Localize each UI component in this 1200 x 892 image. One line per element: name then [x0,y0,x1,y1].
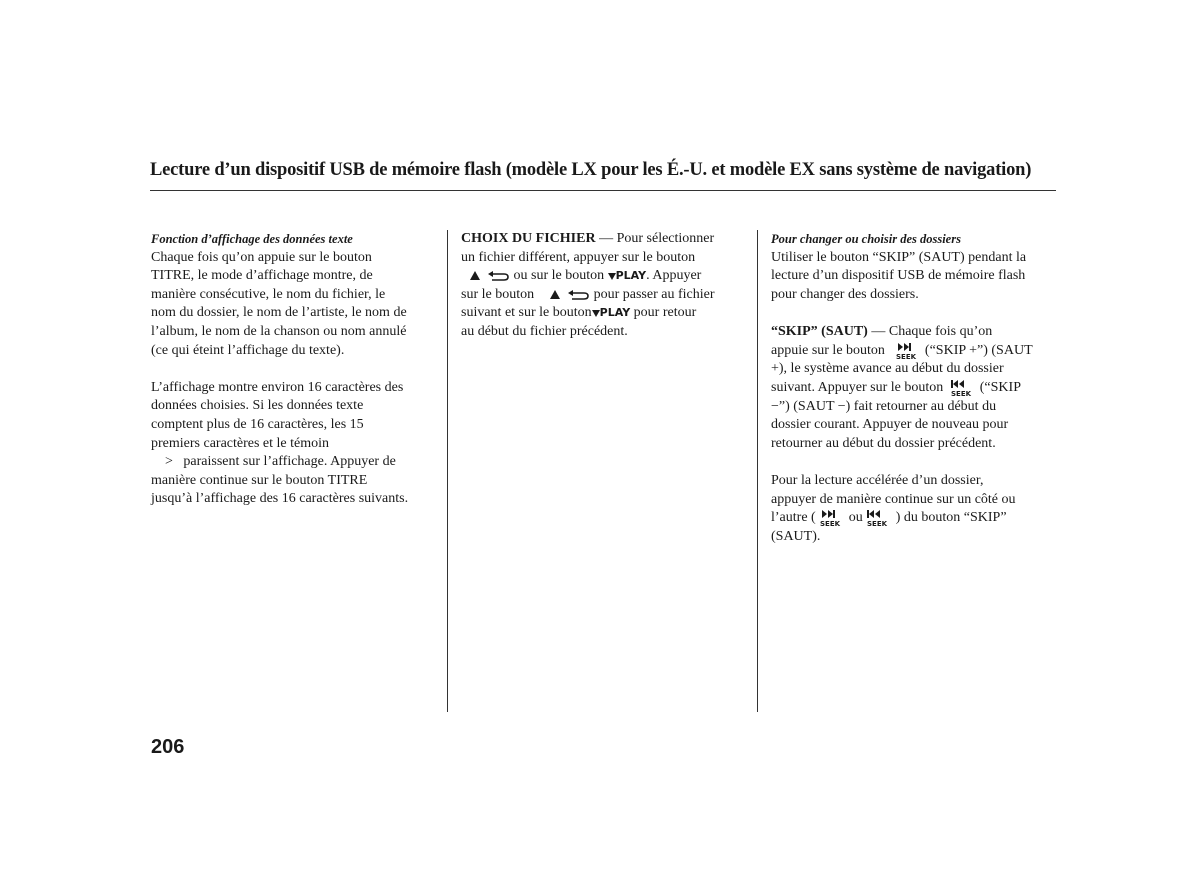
text-line: (SAUT). [771,529,821,545]
play-label: PLAY [615,269,647,283]
text-fragment: . Appuyer [646,268,702,284]
text-line [461,286,746,305]
text-line [771,509,1059,528]
seek-back-icon [950,379,976,397]
column-divider-1 [447,230,448,712]
seek-back-icon [866,509,892,527]
seek-label: SEEK [951,389,972,397]
text-fragment: pour passer au fichier [593,286,715,302]
text-line: un fichier différent, appuyer sur le bouton [461,249,696,265]
text-line: jusqu’à l’affichage des 16 caractères suivants. [151,491,409,507]
text-fragment: (“SKIP +”) (SAUT [924,342,1033,358]
seek-label: SEEK [820,520,841,528]
text-line [461,304,746,323]
text-fragment: (“SKIP [979,380,1021,396]
text-fragment: appuie sur le bouton [771,342,885,358]
section-heading-file-choice: CHOIX DU FICHIER [461,231,596,246]
column-folder-change [771,230,1059,547]
text-line: l’album, le nom de la chanson ou nom annulé [151,323,407,339]
text-fragment: sur le bouton [461,286,535,302]
text-line: manière consécutive, le nom du fichier, le [151,286,386,302]
text-line: données choisies. Si les données texte [151,398,364,414]
section-heading-skip: “SKIP” (SAUT) [771,323,868,339]
text-fragment: pour retour [633,305,697,321]
page-number: 206 [151,736,185,758]
up-return-button-icon [548,288,590,302]
em-dash: — [599,231,614,246]
text-fragment: Pour sélectionner [616,231,715,246]
section-heading-text-display: Fonction d’affichage des données texte [151,232,353,246]
text-fragment: ou sur le bouton [513,268,605,284]
seek-label: SEEK [896,352,917,360]
text-fragment: suivant. Appuyer sur le bouton [771,380,944,396]
page-title: Lecture d’un dispositif USB de mémoire flash (modèle LX pour les É.-U. et modèle EX sans système de navigation) [150,160,1032,180]
text-line: nom du dossier, le nom de l’artiste, le nom de [151,305,407,321]
text-line: +), le système avance au début du dossier [771,361,1004,377]
text-line: Pour la lecture accélérée d’un dossier, [771,473,984,489]
text-line: manière continue sur le bouton TITRE [151,472,368,488]
up-return-button-icon [468,269,510,283]
text-line: Chaque fois qu’on appuie sur le bouton [151,249,372,265]
text-line: TITRE, le mode d’affichage montre, de [151,268,373,284]
text-line [151,453,436,472]
em-dash: — [871,323,886,339]
text-line: comptent plus de 16 caractères, les 15 [151,416,364,432]
text-line: premiers caractères et le témoin [151,435,330,451]
text-fragment: ou [848,510,863,526]
column-divider-2 [757,230,758,712]
title-divider [150,190,1056,191]
text-line [461,267,746,286]
text-line [771,342,1059,361]
seek-label: SEEK [867,520,888,528]
text-line: L’affichage montre environ 16 caractères des [151,379,404,395]
text-line: pour changer des dossiers. [771,286,919,302]
text-line: appuyer de manière continue sur un côté ou [771,491,1016,507]
text-line: au début du fichier précédent. [461,323,628,339]
text-fragment: l’autre ( [771,510,816,526]
seek-forward-icon [819,509,845,527]
text-line: −”) (SAUT −) fait retourner au début du [771,398,997,414]
indicator-symbol: > [165,454,173,470]
text-line [771,379,1059,398]
column-file-choice [461,230,746,342]
down-play-button-icon [592,307,600,319]
text-line: retourner au début du dossier précédent. [771,435,996,451]
text-fragment: paraissent sur l’affichage. Appuyer de [183,454,396,470]
text-fragment: ) du bouton “SKIP” [895,510,1007,526]
down-play-button-icon [608,270,616,282]
text-line: dossier courant. Appuyer de nouveau pour [771,417,1009,433]
text-line: lecture d’un dispositif USB de mémoire flash [771,268,1026,284]
play-label: PLAY [599,306,631,320]
section-heading-folders: Pour changer ou choisir des dossiers [771,232,961,246]
text-fragment: suivant et sur le bouton [461,305,592,321]
text-line [771,323,1059,342]
text-line: (ce qui éteint l’affichage du texte). [151,342,345,358]
text-line [461,230,746,249]
text-fragment: Chaque fois qu’on [888,323,993,339]
text-line: Utiliser le bouton “SKIP” (SAUT) pendant la [771,249,1027,265]
seek-forward-icon [895,342,921,360]
column-text-display [151,230,436,509]
